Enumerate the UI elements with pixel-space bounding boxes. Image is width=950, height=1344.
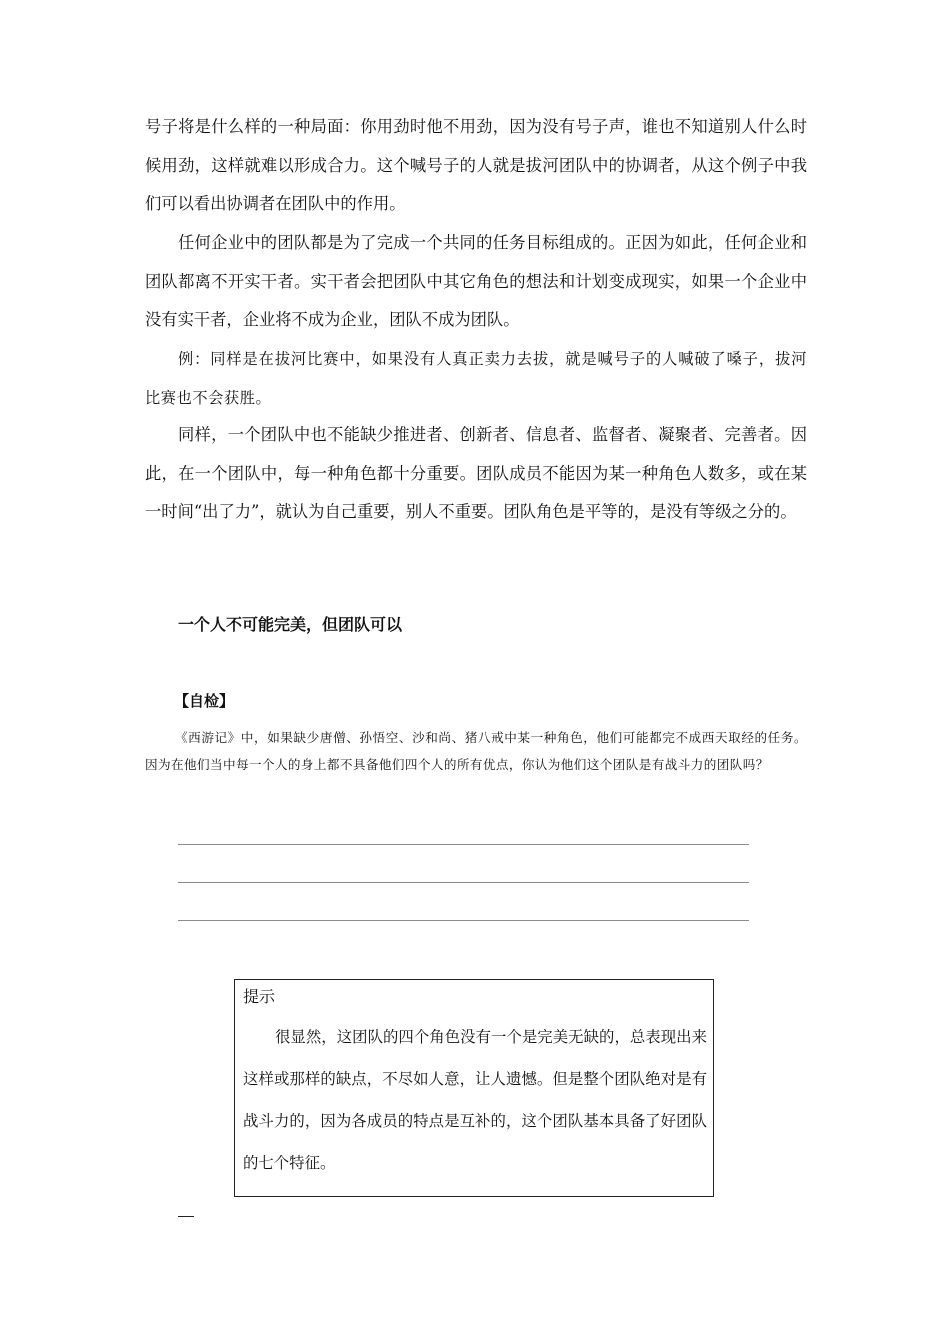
answer-line[interactable] bbox=[178, 844, 749, 845]
answer-line[interactable] bbox=[178, 882, 749, 883]
end-dash-divider bbox=[178, 1216, 194, 1217]
hint-title: 提示 bbox=[243, 987, 276, 1006]
paragraph-team-roles: 同样，一个团队中也不能缺少推进者、创新者、信息者、监督者、凝聚者、完善者。因此，在一个团队中，每一种角色都十分重要。团队成员不能因为某一种角色人数多，或在某一时间“出了力”，就认为自己重要，别人不重要。团队角色是平等的，是没有等级之分的。 bbox=[145, 425, 807, 521]
hint-box bbox=[234, 979, 714, 1197]
section-heading: 一个人不可能完美，但团队可以 bbox=[178, 615, 403, 634]
paragraph-tug-of-war-example: 例：同样是在拔河比赛中，如果没有人真正卖力去拔，就是喊号子的人喊破了嗓子，拔河比赛也不会获胜。 bbox=[145, 350, 807, 407]
paragraph-implementer: 任何企业中的团队都是为了完成一个共同的任务目标组成的。正因为如此，任何企业和团队都离不开实干者。实干者会把团队中其它角色的想法和计划变成现实，如果一个企业中没有实干者，企业将不成为企业，团队不成为团队。 bbox=[145, 233, 807, 329]
self-check-label: 【自检】 bbox=[174, 692, 235, 710]
hint-body: 很显然，这团队的四个角色没有一个是完美无缺的，总表现出来这样或那样的缺点，不尽如人意，让人遗憾。但是整个团队绝对是有战斗力的，因为各成员的特点是互补的，这个团队基本具备了好团队的七个特征。 bbox=[243, 1028, 707, 1172]
answer-line[interactable] bbox=[178, 920, 749, 921]
self-check-question: 《西游记》中，如果缺少唐僧、孙悟空、沙和尚、猪八戒中某一种角色，他们可能都完不成西天取经的任务。因为在他们当中每一个人的身上都不具备他们四个人的所有优点，你认为他们这个团队是有战斗力的团队吗？ bbox=[145, 730, 807, 772]
paragraph-coordinator-example: 号子将是什么样的一种局面：你用劲时他不用劲，因为没有号子声，谁也不知道别人什么时候用劲，这样就难以形成合力。这个喊号子的人就是拔河团队中的协调者，从这个例子中我们可以看出协调者在团队中的作用。 bbox=[145, 117, 807, 213]
